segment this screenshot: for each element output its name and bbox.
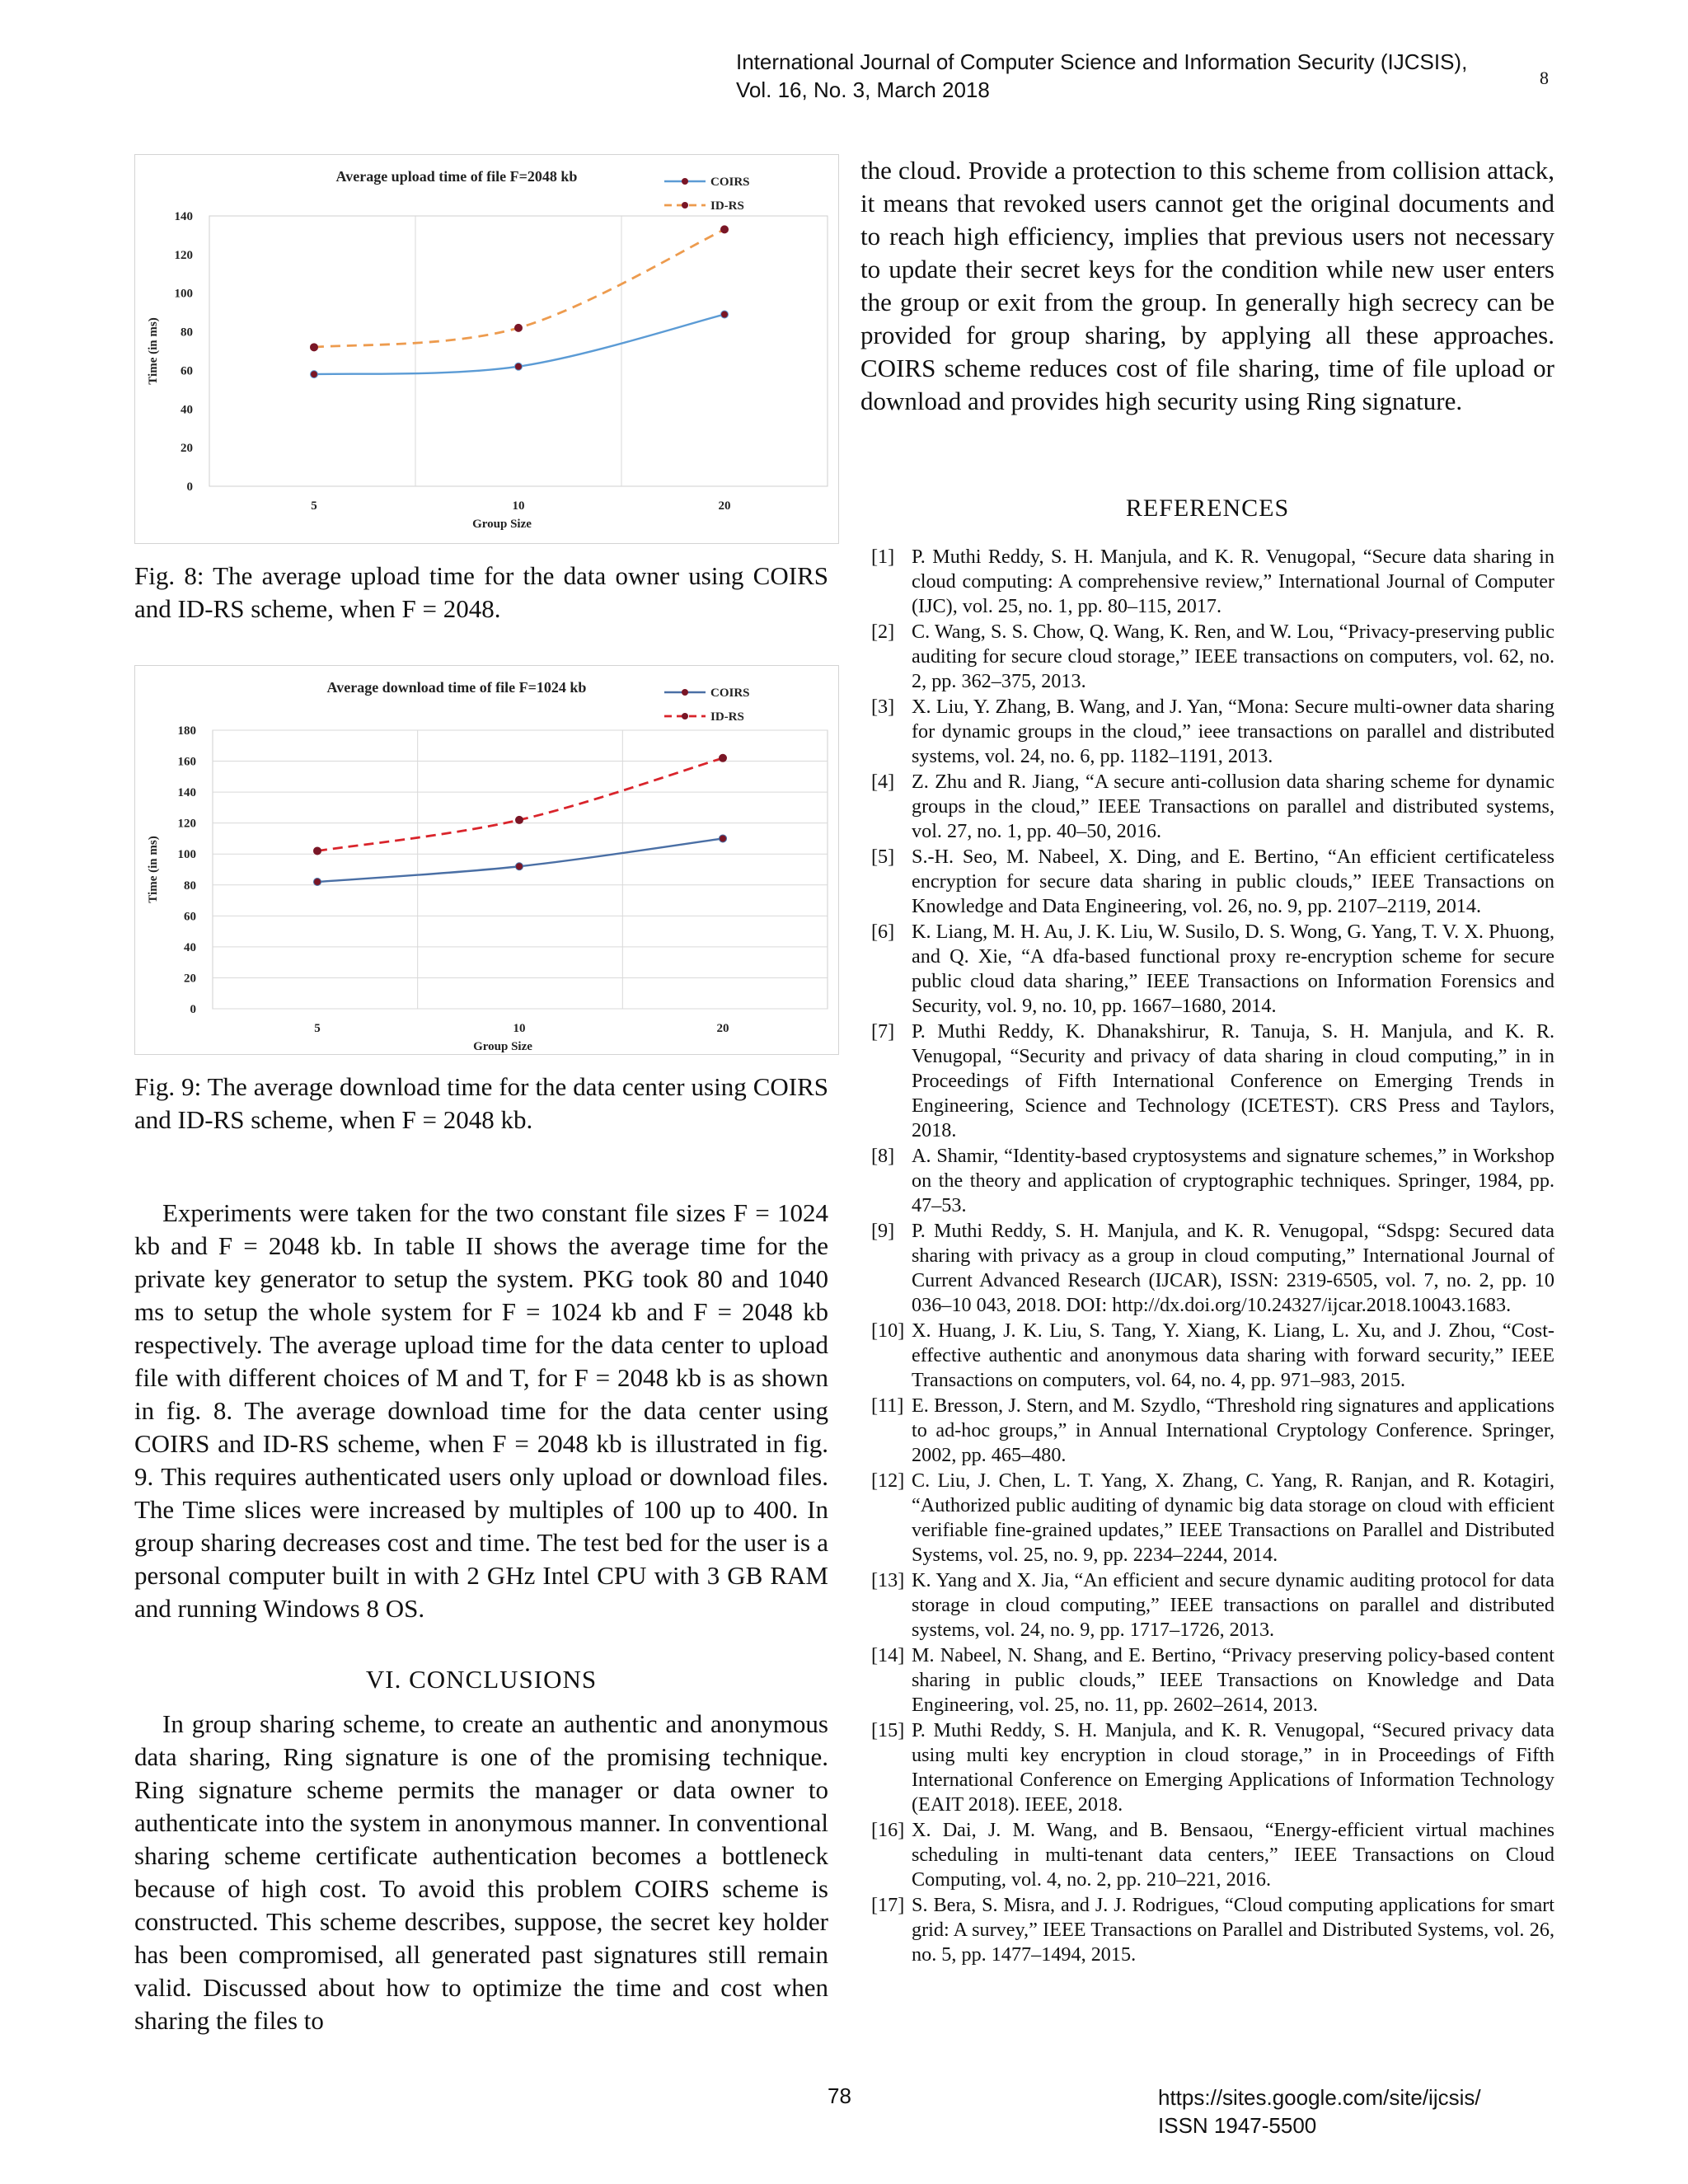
reference-item xyxy=(860,1568,1554,1643)
chart-title: Average download time of file F=1024 kb xyxy=(326,679,587,696)
y-tick-label: 80 xyxy=(184,879,196,893)
reference-item xyxy=(860,1893,1554,1967)
data-point-id-rs xyxy=(720,754,727,762)
reference-item xyxy=(860,620,1554,694)
left-column-body xyxy=(134,1197,828,2037)
data-point-id-rs xyxy=(311,344,318,351)
experiments-paragraph: Experiments were taken for the two constant file sizes F = 1024 kb and F = 2048 kb. In table II shows the average time for the private key generator to setup the system. PKG took 80 and 1040 ms to setup the whole system for F = 1024 kb and F = 2048 kb respectively. The average upload time for the data center to upload file with different choices of M and T, for F = 2048 kb is as shown in fig. 8. The average download time for the data center using COIRS and ID-RS scheme, when F = 2048 kb is illustrated in fig. 9. This requires authenticated users only upload or download files. The Time slices were increased by multiples of 100 up to 400. In group sharing decreases cost and time. The test bed for the user is a personal computer built in with 2 GHz Intel CPU with 3 GB RAM and running Windows 8 OS. xyxy=(134,1198,828,1623)
figure-9-download-chart xyxy=(134,665,839,1055)
figure-8-caption: Fig. 8: The average upload time for the data owner using COIRS and ID-RS scheme, when F = 2048. xyxy=(134,561,828,623)
reference-number: [5] xyxy=(871,846,895,868)
data-point-id-rs xyxy=(516,816,523,823)
reference-text: C. Liu, J. Chen, L. T. Yang, X. Zhang, C. Yang, R. Ranjan, and R. Kotagiri, “Authorized public auditing of dynamic big data storage on cloud with efficient verifiable fine-grained updates,” IEEE Transactions on Parallel and Distributed Systems, vol. 25, no. 9, pp. 2234–2244, 2014. xyxy=(912,1469,1554,1566)
x-axis-label: Group Size xyxy=(472,518,532,531)
reference-number: [12] xyxy=(871,1469,905,1492)
figure-8-upload-chart xyxy=(134,154,839,544)
y-tick-label: 180 xyxy=(177,724,196,738)
x-tick-label: 20 xyxy=(716,1022,729,1035)
reference-item xyxy=(860,695,1554,769)
download-time-chart-svg xyxy=(135,666,840,1056)
data-point-coirs xyxy=(311,371,318,378)
reference-text: X. Dai, J. M. Wang, and B. Bensaou, “Energy-efficient virtual machines scheduling in multi-tenant data centers,” IEEE Transactions on Cloud Computing, vol. 4, no. 2, pp. 210–221, 2016. xyxy=(912,1819,1554,1891)
reference-item xyxy=(860,1818,1554,1892)
reference-number: [7] xyxy=(871,1020,895,1043)
references-list xyxy=(860,545,1554,1968)
reference-text: X. Liu, Y. Zhang, B. Wang, and J. Yan, “Mona: Secure multi-owner data sharing for dynamic groups in the cloud,” ieee transactions on parallel and distributed systems, vol. 24, no. 6, pp. 1182–1191, 2013. xyxy=(912,696,1554,767)
reference-text: K. Yang and X. Jia, “An efficient and secure dynamic auditing protocol for data storage in cloud computing,” IEEE transactions on parallel and distributed systems, vol. 24, no. 9, pp. 1717–1726, 2013. xyxy=(912,1569,1554,1641)
footer-url: https://sites.google.com/site/ijcsis/ xyxy=(1158,2085,1481,2110)
reference-text: S. Bera, S. Misra, and J. J. Rodrigues, “Cloud computing applications for smart grid: A survey,” IEEE Transactions on Parallel and Distributed Systems, vol. 26, no. 5, pp. 1477–1494, 2015. xyxy=(912,1894,1554,1966)
x-tick-label: 5 xyxy=(314,1022,321,1035)
data-point-coirs xyxy=(515,363,523,370)
reference-text: Z. Zhu and R. Jiang, “A secure anti-collusion data sharing scheme for dynamic groups in the cloud,” IEEE Transactions on parallel and distributed systems, vol. 27, no. 1, pp. 40–50, 2016. xyxy=(912,771,1554,842)
data-point-coirs xyxy=(721,311,729,318)
reference-number: [9] xyxy=(871,1220,895,1242)
reference-text: S.-H. Seo, M. Nabeel, X. Ding, and E. Bertino, “An efficient certificateless encryption for secure data sharing in public clouds,” IEEE Transactions on Knowledge and Data Engineering, vol. 26, no. 9, pp. 2107–2119, 2014. xyxy=(912,846,1554,917)
x-tick-label: 5 xyxy=(311,499,317,513)
conclusions-heading: VI. CONCLUSIONS xyxy=(365,1665,598,1694)
data-point-coirs xyxy=(314,879,321,886)
reference-number: [17] xyxy=(871,1894,905,1916)
footer-publication-info xyxy=(1158,2083,1481,2139)
reference-number: [15] xyxy=(871,1719,905,1741)
references-heading: REFERENCES xyxy=(1125,494,1290,522)
reference-text: P. Muthi Reddy, S. H. Manjula, and K. R. Venugopal, “Secured privacy data using multi key encryption in cloud storage,” in in Proceedings of Fifth International Conference on Emerging Applications of Information Technology (EAIT 2018). IEEE, 2018. xyxy=(912,1719,1554,1816)
reference-text: X. Huang, J. K. Liu, S. Tang, Y. Xiang, K. Liang, L. Xu, and J. Zhou, “Cost-effective authentic and anonymous data sharing with forward security,” IEEE Transactions on computers, vol. 64, no. 4, pp. 971–983, 2015. xyxy=(912,1319,1554,1391)
reference-number: [4] xyxy=(871,771,895,793)
y-tick-label: 0 xyxy=(186,480,193,494)
y-tick-label: 140 xyxy=(177,786,196,800)
x-axis-label: Group Size xyxy=(473,1040,532,1053)
conclusion-continued: the cloud. Provide a protection to this scheme from collision attack, it means that revoked users cannot get the original documents and to reach high efficiency, implies that previous users not necessary to update their secret keys for the condition while new user enters the group or exit from the group. In generally high secrecy can be provided for group sharing, by applying all these approaches. COIRS scheme reduces cost of file sharing, time of file upload or download and provides high security using Ring signature. xyxy=(860,156,1554,415)
legend-label-coirs: COIRS xyxy=(710,176,750,189)
reference-text: P. Muthi Reddy, S. H. Manjula, and K. R. Venugopal, “Sdspg: Secured data sharing with privacy as a group in cloud computing,” International Journal of Current Advanced Research (IJCAR), ISSN: 2319-6505, vol. 7, no. 2, pp. 10 036–10 043, 2018. DOI: http://dx.doi.org/10.24327/ijcar.2018.10043.1683. xyxy=(912,1220,1554,1316)
reference-text: A. Shamir, “Identity-based cryptosystems and signature schemes,” in Workshop on the theory and application of cryptographic techniques. Springer, 1984, pp. 47–53. xyxy=(912,1145,1554,1216)
y-tick-label: 40 xyxy=(181,403,193,417)
reference-number: [13] xyxy=(871,1569,905,1591)
reference-number: [16] xyxy=(871,1819,905,1841)
y-tick-label: 120 xyxy=(174,248,193,262)
legend-label-coirs: COIRS xyxy=(710,687,750,700)
legend-label-id-rs: ID-RS xyxy=(710,199,744,213)
x-tick-label: 10 xyxy=(513,1022,526,1035)
legend-marker-id-rs xyxy=(682,713,688,719)
reference-item xyxy=(860,1718,1554,1817)
journal-header xyxy=(736,48,1544,104)
legend-label-id-rs: ID-RS xyxy=(710,710,744,724)
reference-text: P. Muthi Reddy, S. H. Manjula, and K. R. Venugopal, “Secure data sharing in cloud computing: A comprehensive review,” International Journal of Computer (IJC), vol. 25, no. 1, pp. 80–115, 2017. xyxy=(912,546,1554,617)
y-axis-label: Time (in ms) xyxy=(147,317,160,385)
y-tick-label: 100 xyxy=(177,848,196,862)
reference-number: [11] xyxy=(871,1394,904,1417)
figure-9-caption: Fig. 9: The average download time for the data center using COIRS and ID-RS scheme, when F = 2048 kb. xyxy=(134,1072,828,1134)
reference-item xyxy=(860,1219,1554,1318)
upload-time-chart-svg xyxy=(135,155,840,545)
reference-item xyxy=(860,1394,1554,1468)
legend-marker-id-rs xyxy=(682,202,688,209)
data-point-coirs xyxy=(516,863,523,870)
chart-title: Average upload time of file F=2048 kb xyxy=(335,168,578,185)
footer-page-number: 78 xyxy=(828,2083,851,2108)
y-tick-label: 20 xyxy=(184,972,196,986)
y-tick-label: 60 xyxy=(184,910,196,924)
reference-number: [3] xyxy=(871,696,895,718)
data-point-id-rs xyxy=(721,226,729,233)
reference-number: [10] xyxy=(871,1319,905,1342)
y-tick-label: 60 xyxy=(181,364,193,378)
reference-item xyxy=(860,1144,1554,1218)
page-number-top: 8 xyxy=(1540,68,1549,88)
y-tick-label: 20 xyxy=(181,442,193,456)
reference-item xyxy=(860,1643,1554,1718)
reference-item xyxy=(860,1469,1554,1568)
reference-number: [2] xyxy=(871,621,895,643)
plot-area xyxy=(209,216,828,486)
y-tick-label: 0 xyxy=(190,1003,196,1016)
conclusion-paragraph: In group sharing scheme, to create an authentic and anonymous data sharing, Ring signature is one of the promising technique. Ring signature scheme permits the manager or data owner to authenticate into the system in anonymous manner. In conventional sharing scheme certificate authentication becomes a bottleneck because of high cost. To avoid this problem COIRS scheme is constructed. This scheme describes, suppose, the secret key holder has been compromised, all generated past signatures still remain valid. Discussed about how to optimize the time and cost when sharing the files to xyxy=(134,1709,828,2035)
footer-issn: ISSN 1947-5500 xyxy=(1158,2113,1317,2138)
reference-item xyxy=(860,1319,1554,1393)
reference-item xyxy=(860,845,1554,919)
y-tick-label: 120 xyxy=(177,817,196,831)
legend-marker-coirs xyxy=(682,689,688,696)
reference-item xyxy=(860,545,1554,619)
y-tick-label: 80 xyxy=(181,326,193,340)
data-point-id-rs xyxy=(515,324,523,331)
legend-marker-coirs xyxy=(682,178,688,185)
y-axis-label: Time (in ms) xyxy=(147,836,160,903)
journal-title-line: International Journal of Computer Science and Information Security (IJCSIS), xyxy=(736,49,1468,74)
reference-text: M. Nabeel, N. Shang, and E. Bertino, “Privacy preserving policy-based content sharing in public clouds,” IEEE Transactions on Knowledge and Data Engineering, vol. 25, no. 11, pp. 2602–2614, 2013. xyxy=(912,1644,1554,1716)
y-tick-label: 100 xyxy=(174,287,193,301)
x-tick-label: 20 xyxy=(718,499,731,513)
y-tick-label: 140 xyxy=(174,210,193,223)
journal-volume-line: Vol. 16, No. 3, March 2018 xyxy=(736,77,990,102)
reference-number: [1] xyxy=(871,546,895,568)
reference-number: [8] xyxy=(871,1145,895,1167)
reference-text: E. Bresson, J. Stern, and M. Szydlo, “Threshold ring signatures and applications to ad-hoc groups,” in Annual International Cryptology Conference. Springer, 2002, pp. 465–480. xyxy=(912,1394,1554,1466)
x-tick-label: 10 xyxy=(512,499,525,513)
reference-item xyxy=(860,1019,1554,1143)
y-tick-label: 160 xyxy=(177,755,196,769)
reference-item xyxy=(860,920,1554,1019)
reference-text: K. Liang, M. H. Au, J. K. Liu, W. Susilo, D. S. Wong, G. Yang, T. V. X. Phuong, and Q. Xie, “A dfa-based functional proxy re-encryption scheme for secure public cloud data sharing,” IEEE Transactions on Information Forensics and Security, vol. 9, no. 10, pp. 1667–1680, 2014. xyxy=(912,921,1554,1017)
reference-number: [14] xyxy=(871,1644,905,1666)
reference-text: P. Muthi Reddy, K. Dhanakshirur, R. Tanuja, S. H. Manjula, and K. R. Venugopal, “Security and privacy of data sharing in cloud computing,” in in Proceedings of Fifth International Conference on Emerging Trends in Engineering, Science and Technology (ICETEST). CRS Press and Taylors, 2018. xyxy=(912,1020,1554,1141)
reference-number: [6] xyxy=(871,921,895,943)
y-tick-label: 40 xyxy=(184,940,196,954)
reference-item xyxy=(860,770,1554,844)
reference-text: C. Wang, S. S. Chow, Q. Wang, K. Ren, and W. Lou, “Privacy-preserving public auditing for secure cloud storage,” IEEE transactions on computers, vol. 62, no. 2, pp. 362–375, 2013. xyxy=(912,621,1554,692)
data-point-coirs xyxy=(720,835,727,842)
data-point-id-rs xyxy=(314,847,321,855)
